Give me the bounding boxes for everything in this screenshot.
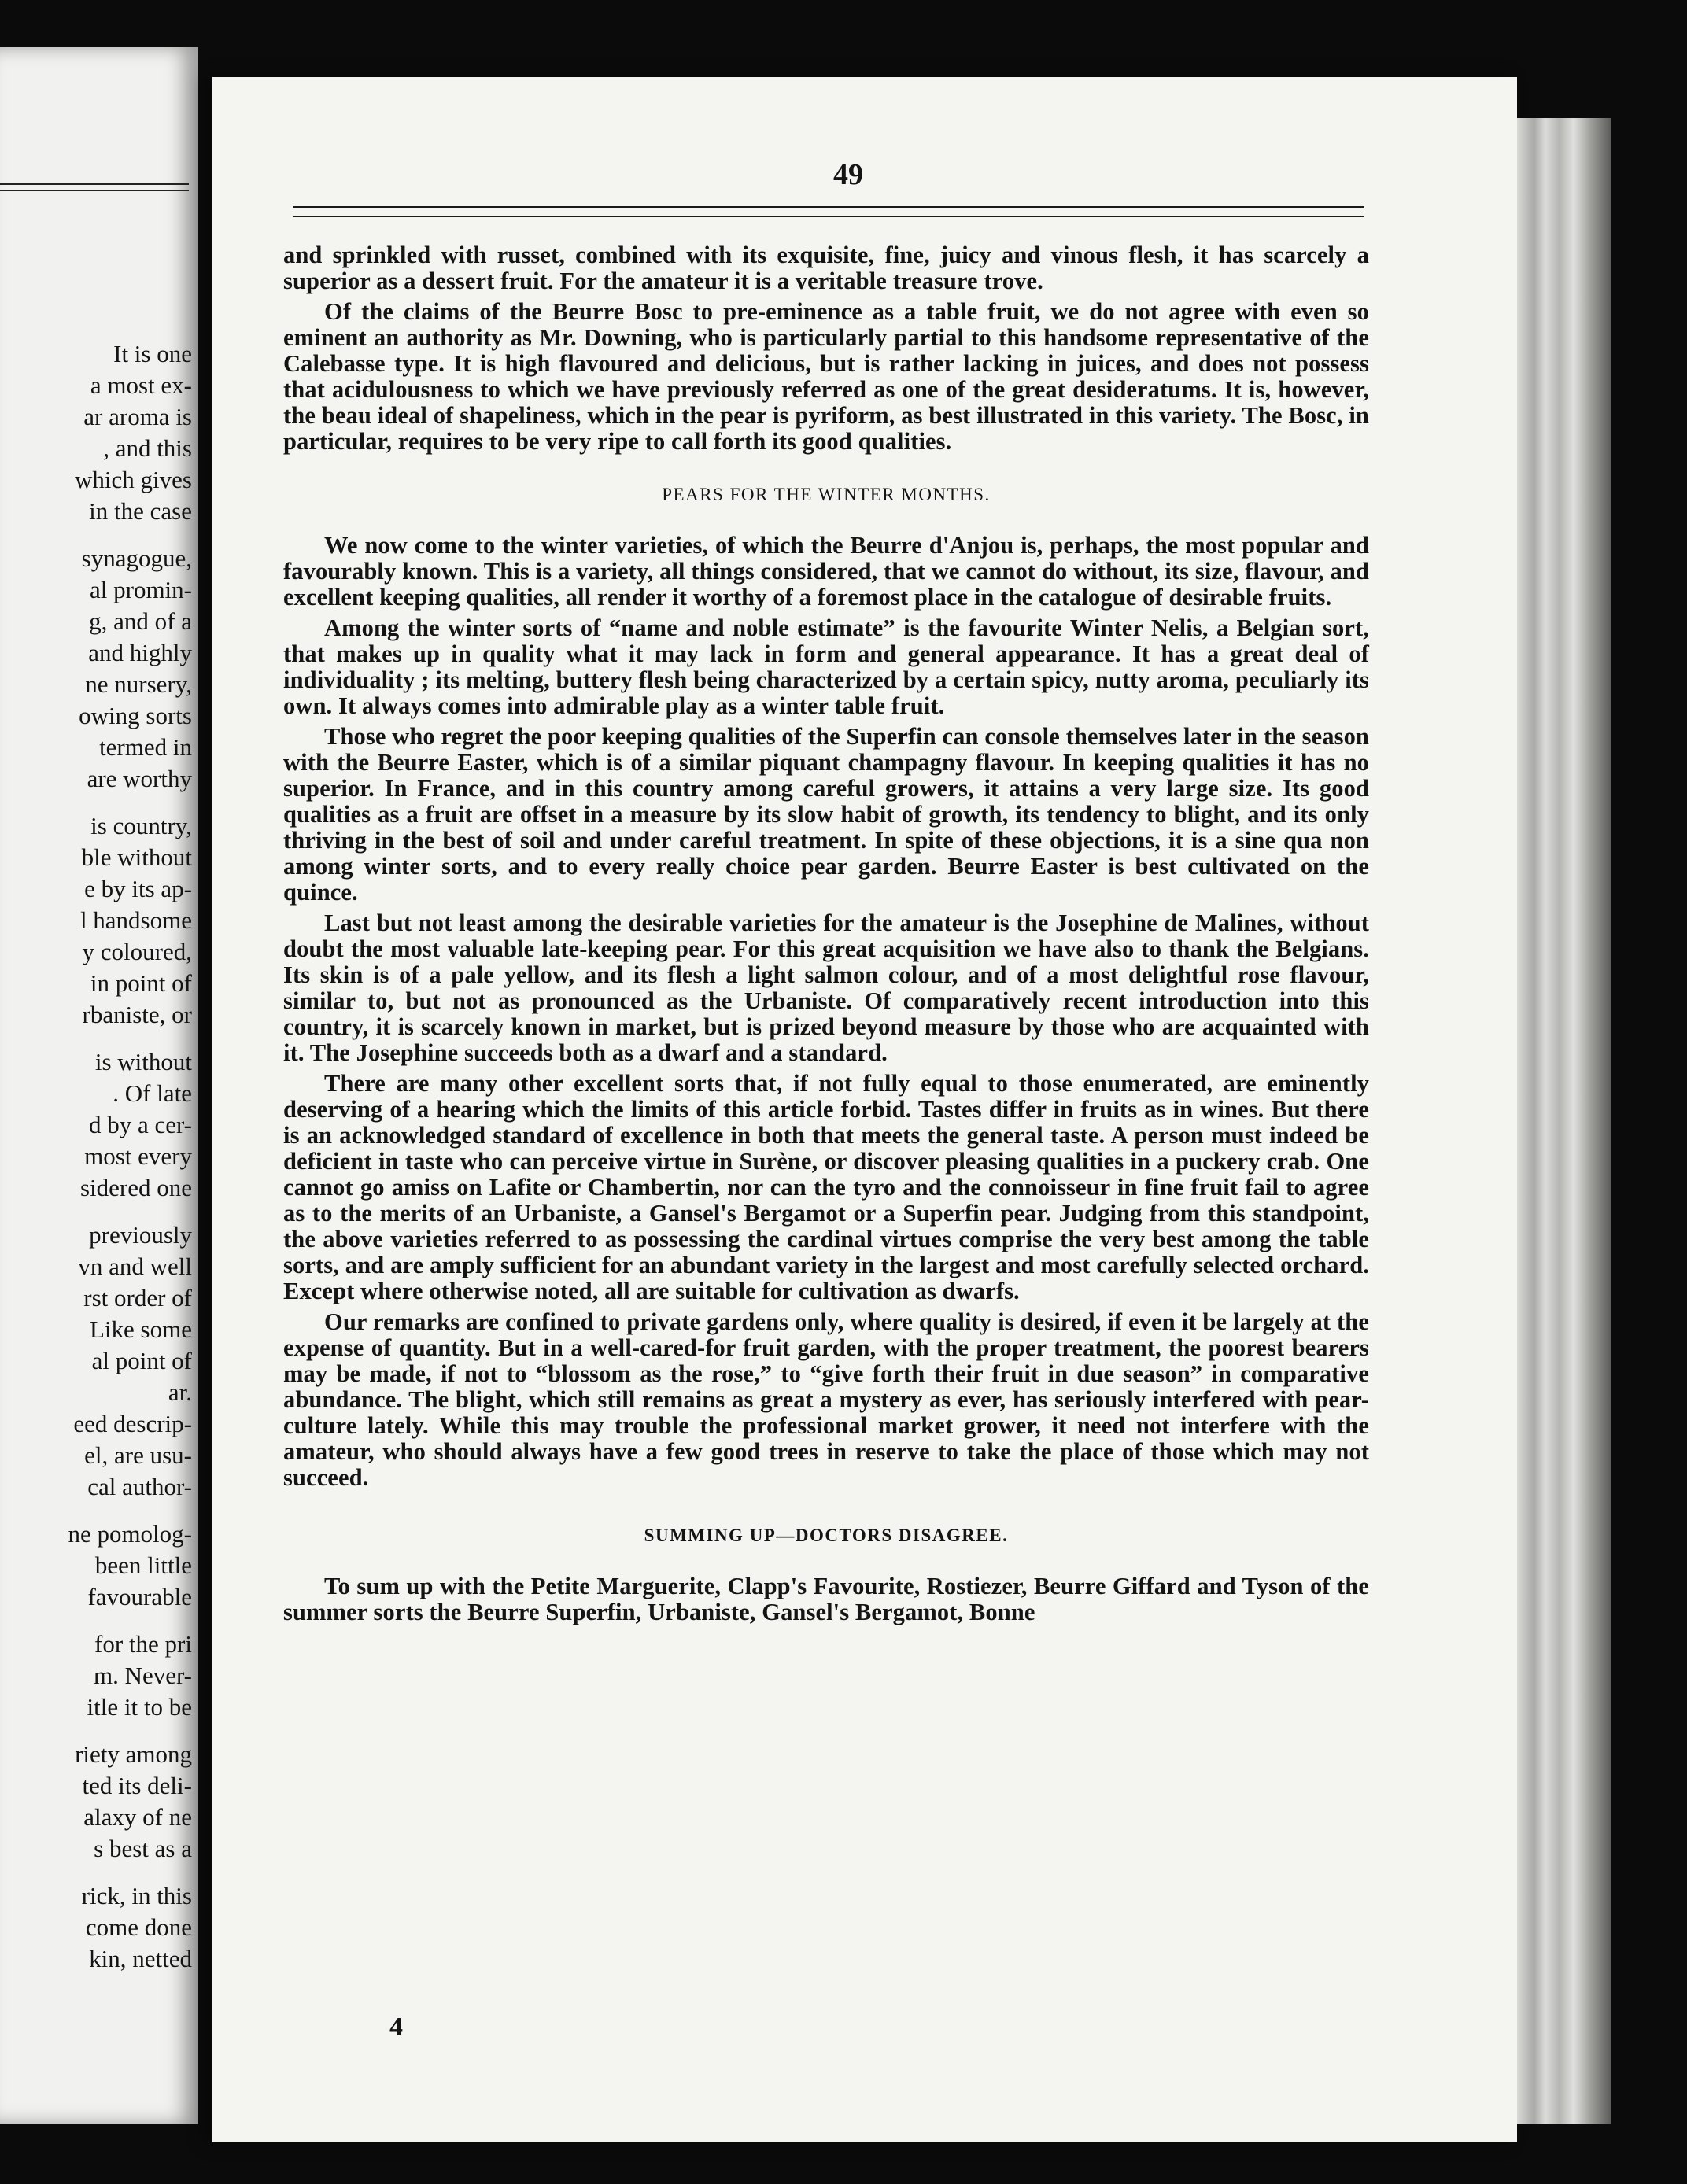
previous-page-line [0, 1031, 192, 1046]
previous-page-line: are worthy [87, 765, 192, 792]
previous-page-line: riety among [75, 1740, 192, 1768]
previous-page-line: d by a cer- [88, 1111, 192, 1138]
previous-page-line: l handsome [79, 906, 192, 934]
paragraph: and sprinkled with russet, combined with its exquisite, fine, juicy and vinous flesh, it has scarcely a superior as a dessert fruit. For the amateur it is a veritable treasure trove. [283, 242, 1369, 294]
paragraph: Those who regret the poor keeping qualities of the Superfin can console themselves later in the season with the Beurre Easter, which is of a similar piquant champagny flavour. In keeping qualities it has no superior. In France, and in this country among careful growers, it attains a very large size. Its good qualities as a fruit are offset in a measure by its slow habit of growth, its tendency to blight, and its only thriving in the best of soil and under careful treatment. In spite of these objections, it is a sine qua non among winter sorts, and to every really choice pear garden. Beurre Easter is best cultivated on the quince. [283, 723, 1369, 906]
previous-page-line: is without [94, 1048, 192, 1075]
previous-page-line: . Of late [113, 1079, 192, 1107]
previous-page [0, 47, 198, 2124]
paragraph: There are many other excellent sorts that, if not fully equal to those enumerated, are eminently deserving of a hearing which the limits of this article forbid. Tastes differ in fruits as in wines. But there is an acknowledged standard of excellence in both that meets the general taste. A person must indeed be deficient in taste who can perceive virtue in Surène, or discover pleasing qualities in a puckery crab. One cannot go amiss on Lafite or Chambertin, nor can the tyro and the connoisseur in fine fruit fail to agree as to the merits of an Urbaniste, a Gansel's Bergamot or a Superfin pear. Judging from this standpoint, the above varieties referred to as possessing the cardinal virtues comprise the very best among the table sorts, and are amply sufficient for an abundant variety in the largest and most carefully selected orchard. Except where otherwise noted, all are suitable for cultivation as dwarfs. [283, 1070, 1369, 1304]
section-heading-winter: PEARS FOR THE WINTER MONTHS. [662, 485, 991, 504]
previous-page-line: and highly [88, 639, 192, 666]
previous-page-line: termed in [99, 733, 192, 761]
previous-page-line [0, 1204, 192, 1219]
previous-page-line [0, 527, 192, 543]
previous-page-line [0, 1723, 192, 1739]
previous-page-line: rst order of [83, 1284, 192, 1312]
previous-page-line: s best as a [94, 1835, 192, 1862]
previous-page-line: for the pri [94, 1630, 192, 1658]
previous-page-header-rule [0, 183, 189, 191]
paragraph: Among the winter sorts of “name and noble estimate” is the favourite Winter Nelis, a Belgian sort, that makes up in quality what it may lack in form and general appearance. It has a great deal of individuality ; its melting, buttery flesh being characterized by a certain spicy, nutty aroma, peculiarly its own. It always comes into admirable play as a winter table fruit. [283, 614, 1369, 719]
previous-page-line: rick, in this [81, 1882, 192, 1909]
previous-page-line: which gives [75, 466, 192, 493]
previous-page-line: owing sorts [79, 702, 192, 729]
previous-page-line: is country, [90, 812, 192, 839]
signature-mark: 4 [389, 2012, 403, 2042]
previous-page-line [0, 1865, 192, 1880]
previous-page-line: eed descrip- [73, 1410, 192, 1437]
previous-page-line: ble without [81, 843, 192, 871]
previous-page-line: al promin- [90, 576, 192, 603]
previous-page-line: m. Never- [93, 1662, 192, 1689]
previous-page-line: kin, netted [89, 1945, 192, 1972]
previous-page-line: ar aroma is [83, 403, 192, 430]
previous-page-line: y coloured, [82, 938, 192, 965]
previous-page-line: in point of [90, 969, 192, 997]
previous-page-line: ne nursery, [85, 670, 192, 698]
previous-page-line: favourable [87, 1583, 192, 1610]
previous-page-line: , and this [103, 434, 192, 462]
previous-page-line: come done [85, 1913, 192, 1941]
previous-page-line: e by its ap- [84, 875, 192, 902]
previous-page-line: a most ex- [90, 371, 192, 399]
previous-page-line: cal author- [87, 1473, 192, 1500]
previous-page-line: ne pomolog- [68, 1520, 192, 1548]
previous-page-line: g, and of a [89, 607, 192, 635]
previous-page-line: ted its deli- [82, 1772, 192, 1799]
article-body [283, 242, 1369, 1630]
previous-page-line: sidered one [79, 1174, 192, 1201]
previous-page-line: al point of [91, 1347, 192, 1374]
previous-page-line: previously [89, 1221, 192, 1249]
section-heading-summing: SUMMING UP—DOCTORS DISAGREE. [644, 1525, 1009, 1545]
previous-page-line [0, 1503, 192, 1518]
paragraph: Of the claims of the Beurre Bosc to pre-eminence as a table fruit, we do not agree with even so eminent an authority as Mr. Downing, who is particularly partial to this handsome representative of the Calebasse type. It is high flavoured and delicious, but is rather lacking in juices, and does not possess that acidulousness to which we have previously referred as one of the great desideratums. It is, however, the beau ideal of shapeliness, which in the pear is pyriform, as best illustrated in this variety. The Bosc, in particular, requires to be very ripe to call forth its good qualities. [283, 298, 1369, 455]
previous-page-line: rbaniste, or [82, 1001, 192, 1028]
paragraph: Our remarks are confined to private gardens only, where quality is desired, if even it be largely at the expense of quantity. But in a well-cared-for fruit garden, with the proper treatment, the poorest bearers may be made, if not to “blossom as the rose,” to “give forth their fruit in due season” in comparative abundance. The blight, which still remains as great a mystery as ever, has seriously interfered with pear-culture lately. While this may trouble the professional market grower, it need not interfere with the amateur, who should always have a few good trees in reserve to take the place of those which may not succeed. [283, 1308, 1369, 1491]
previous-page-line: in the case [89, 497, 192, 525]
paragraph: To sum up with the Petite Marguerite, Clapp's Favourite, Rostiezer, Beurre Giffard and Tyson of the summer sorts the Beurre Superfin, Urbaniste, Gansel's Bergamot, Bonne [283, 1573, 1369, 1625]
previous-page-line: vn and well [78, 1252, 192, 1280]
previous-page-line: Like some [90, 1315, 192, 1343]
previous-page-line: It is one [113, 340, 192, 367]
header-rule [293, 206, 1364, 217]
paragraph: Last but not least among the desirable varieties for the amateur is the Josephine de Malines, without doubt the most valuable late-keeping pear. For this great acquisition we have also to thank the Belgians. Its skin is of a pale yellow, and its flesh a light salmon colour, and of a most delightful rose flavour, similar to, but not as pronounced as the Urbaniste. Of comparatively recent introduction into this country, it is scarcely known in market, but is prized beyond measure by those who are acquainted with it. The Josephine succeeds both as a dwarf and a standard. [283, 909, 1369, 1066]
previous-page-line: been little [94, 1551, 192, 1579]
previous-page-line: ar. [168, 1378, 192, 1406]
previous-page-line: synagogue, [81, 544, 192, 572]
previous-page-line: el, are usu- [84, 1441, 192, 1469]
page-number: 49 [833, 158, 863, 191]
page-block-edge [1517, 118, 1611, 2124]
previous-page-line [0, 1613, 192, 1629]
paragraph: We now come to the winter varieties, of which the Beurre d'Anjou is, perhaps, the most popular and favourably known. This is a variety, all things considered, that we cannot do without, its size, flavour, and excellent keeping qualities, all render it worthy of a foremost place in the catalogue of desirable fruits. [283, 532, 1369, 611]
previous-page-line [0, 795, 192, 810]
previous-page-line: itle it to be [87, 1693, 192, 1721]
previous-page-line: most every [84, 1142, 192, 1170]
previous-page-text [0, 338, 192, 1975]
previous-page-line: alaxy of ne [83, 1803, 192, 1831]
